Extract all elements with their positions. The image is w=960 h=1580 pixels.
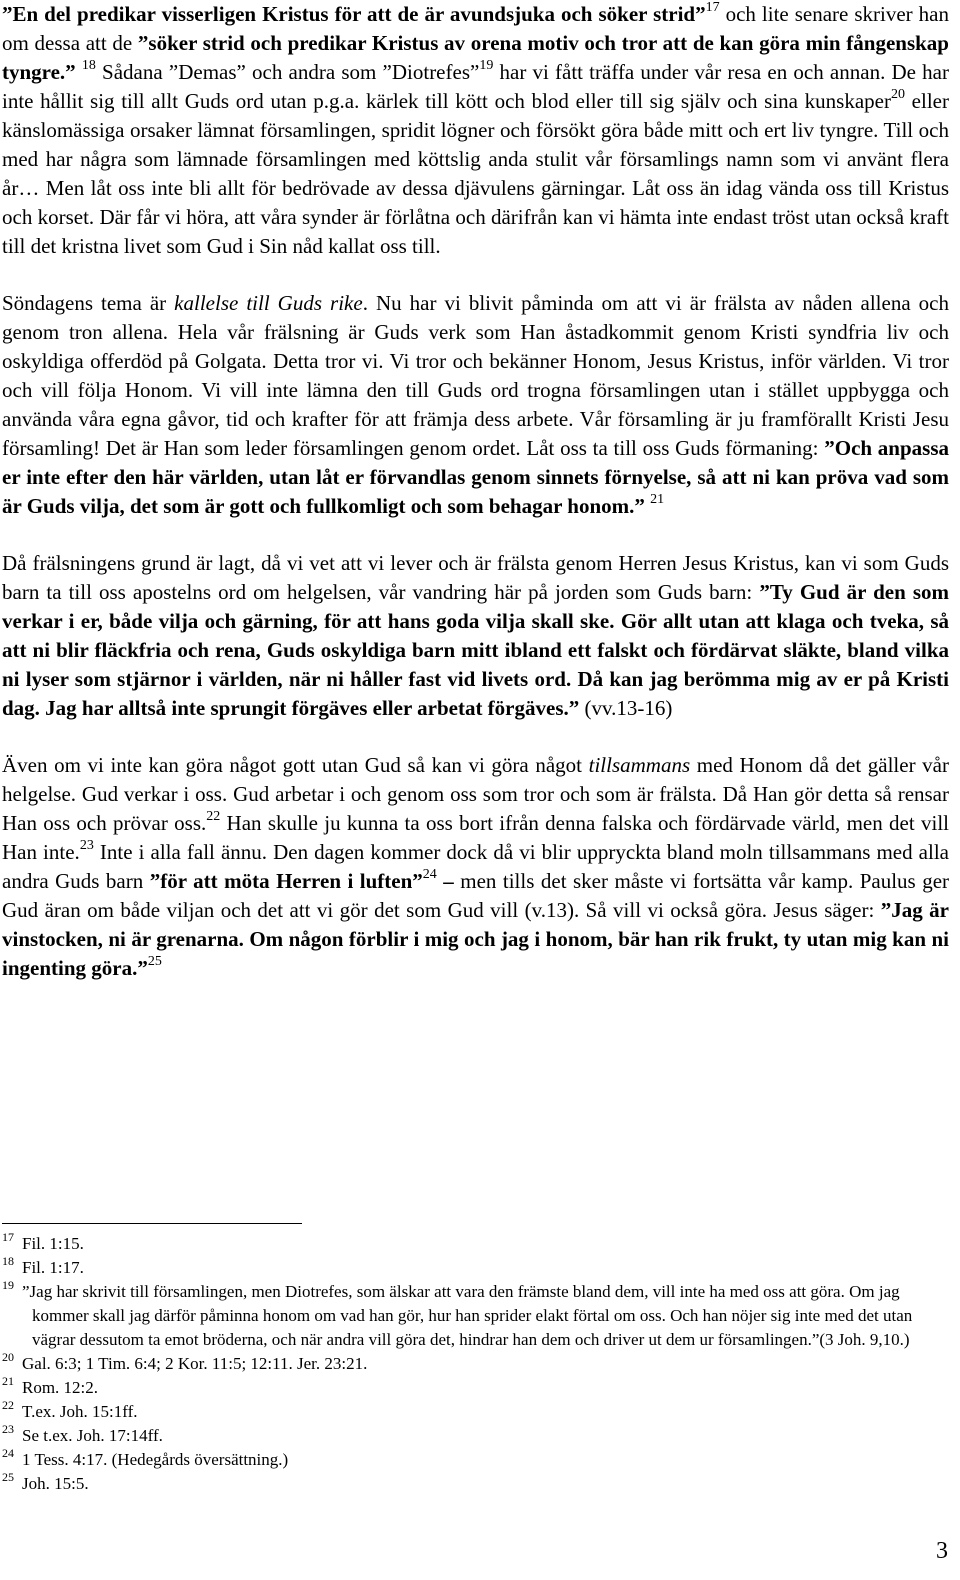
footnote: [2, 1256, 949, 1280]
text-run: Söndagens tema är: [2, 291, 175, 315]
text-run: Sådana ”Demas” och andra som ”Diotrefes”: [95, 60, 480, 84]
bold-quote: ”söker strid och predikar Kristus av orena motiv och tror att de kan göra min fångenskap tyngre.”: [2, 31, 949, 84]
bold-quote: ”för att möta Herren i luften”: [149, 869, 423, 893]
text-run: . Nu har vi blivit påminda om att vi är frälsta av nåden allena och genom tron allena. Hela vår frälsning är Guds verk som Han åstadkommit genom Kristi syndfria liv och oskyldiga offerdöd på Golgata. Detta tror vi. Vi tror och bekänner Honom, Jesus Kristus, inför världen. Vi tror och vill följa Honom. Vi vill inte lämna den till Guds ord trogna församlingen utan i stället uppbygga och använda våra egna gåvor, tid och krafter för att främja dess arbete. Vår församling är ju framförallt Kristi Jesu församling! Det är Han som leder församlingen genom ordet. Låt oss ta till oss Guds förmaning:: [2, 291, 949, 460]
text-run: Inte i alla fall ännu. Den dagen kommer dock då vi blir uppryckta bland moln tillsammans med alla andra Guds barn: [2, 840, 949, 893]
footnote-number: 18: [2, 1254, 14, 1268]
bold-quote: –: [443, 869, 454, 893]
footnote-text: ”Jag har skrivit till församlingen, men Diotrefes, som älskar att vara den främste bland dem, vill inte ha med oss att göra. Om jag kommer skall jag därför påminna honom om vad han gör, hur han sprider elakt förtal om oss. Och han nöjer sig inte med det utan vägrar dessutom ta emot bröderna, och när andra vill göra det, hindrar han dem och driver ut dem ur församlingen.”(3 Joh. 9,10.): [22, 1282, 913, 1349]
footnote: [2, 1472, 949, 1496]
italic-text: kallelse till Guds rike: [174, 291, 363, 315]
text-run: eller känslomässiga orsaker lämnat församlingen, spridit lögner och försökt göra både mitt och ert liv tyngre. Till och med har några som lämnade församlingen med köttslig anda stulit vår församlings namn som vi använt flera år… Men låt oss inte bli allt för bedrövade av dessa djävulens gärningar. Låt oss än idag vända oss till Kristus och korset. Där får vi höra, att våra synder är förlåtna och därifrån kan vi hämta inte endast tröst utan också kraft till det kristna livet som Gud i Sin nåd kallat oss till.: [2, 89, 949, 258]
footnote-number: 21: [2, 1374, 14, 1388]
bold-quote: ”Ty Gud är den som verkar i er, både vilja och gärning, för att hans goda vilja skall ske. Gör allt utan att klaga och tveka, så att ni blir fläckfria och rena, Guds oskyldiga barn mitt ibland ett falskt och fördärvat släkte, bland vilka ni lyser som stjärnor i världen, när ni håller fast vid livets ord. Då kan jag berömma mig av er på Kristi dag. Jag har alltså inte sprungit förgäves eller arbetat förgäves.”: [2, 580, 949, 720]
footnote-number: 17: [2, 1230, 14, 1244]
footnote-number: 20: [2, 1350, 14, 1364]
text-run: Han skulle ju kunna ta oss bort ifrån denna falska och fördärvade värld, men det vill Han inte.: [2, 811, 950, 864]
footnotes: [2, 1232, 949, 1496]
text-run: men tills det sker måste vi fortsätta vår kamp. Paulus ger Gud äran om både viljan och det att vi gör det som Gud vill (v.13). Så vill vi också göra. Jesus säger:: [2, 869, 950, 922]
footnote-text: T.ex. Joh. 15:1ff.: [22, 1402, 138, 1421]
italic-text: tillsammans: [588, 753, 691, 777]
footnote-number: 23: [2, 1422, 14, 1436]
text-run: med Honom då det gäller vår helgelse. Gud verkar i oss. Gud arbetar i och genom oss som tror och som är frälsta. Då Han gör detta så rensar Han oss och prövar oss.: [2, 753, 949, 835]
footnote-text: Fil. 1:17.: [22, 1258, 84, 1277]
footnote-text: 1 Tess. 4:17. (Hedegårds översättning.): [22, 1450, 289, 1469]
footnote-separator: [2, 1223, 302, 1224]
footnote-text: Gal. 6:3; 1 Tim. 6:4; 2 Kor. 11:5; 12:11. Jer. 23:21.: [22, 1354, 368, 1373]
footnote: [2, 1352, 949, 1376]
footnote: [2, 1280, 949, 1352]
footnote-reference: 19: [479, 58, 494, 73]
paragraph: [2, 0, 949, 261]
footnote-text: Se t.ex. Joh. 17:14ff.: [22, 1426, 163, 1445]
footnote-reference: 18: [81, 58, 96, 73]
text-run: Även om vi inte kan göra något gott utan Gud så kan vi göra något: [2, 753, 589, 777]
footnote-text: Joh. 15:5.: [22, 1474, 89, 1493]
footnote-text: Rom. 12:2.: [22, 1378, 99, 1397]
footnote-number: 22: [2, 1398, 14, 1412]
paragraph: [2, 289, 949, 521]
text-run: har vi fått träffa under vår resa en och annan. De har inte hållit sig till allt Guds ord utan p.g.a. kärlek till kött och blod eller till sig själv och sina kunskaper: [2, 60, 949, 113]
text-run: [76, 60, 82, 84]
text-run: Då frälsningens grund är lagt, då vi vet att vi lever och är frälsta genom Herren Jesus Kristus, kan vi som Guds barn ta till oss apostelns ord om helgelsen, vår vandring här på jorden som Guds barn:: [2, 551, 949, 604]
footnote-text: Fil. 1:15.: [22, 1234, 84, 1253]
footnote-reference: 20: [891, 87, 905, 102]
footnote-reference: 24: [422, 867, 437, 882]
text-run: (vv.13-16): [579, 696, 673, 720]
footnote-reference: 25: [147, 954, 162, 969]
footnote-reference: 23: [79, 838, 94, 853]
bold-quote: ”Jag är vinstocken, ni är grenarna. Om någon förblir i mig och jag i honom, bär han rik frukt, ty utan mig kan ni ingenting göra.”: [2, 898, 949, 980]
paragraph: [2, 751, 949, 983]
body-text: [2, 0, 949, 983]
page-number: 3: [936, 1538, 948, 1564]
bold-quote: ”En del predikar visserligen Kristus för att de är avundsjuka och söker strid”: [2, 2, 706, 26]
footnote: [2, 1424, 949, 1448]
footnote: [2, 1232, 949, 1256]
paragraph: [2, 549, 949, 723]
footnote: [2, 1400, 949, 1424]
footnote: [2, 1376, 949, 1400]
footnote-number: 25: [2, 1470, 14, 1484]
bold-quote: ”Och anpassa er inte efter den här världen, utan låt er förvandlas genom sinnets förnyelse, så att ni kan pröva vad som är Guds vilja, det som är gott och fullkomligt och som behagar honom.”: [2, 436, 949, 518]
text-run: och lite senare skriver han om dessa att de: [2, 2, 949, 55]
footnote-reference: 21: [650, 492, 665, 507]
footnote-reference: 22: [206, 809, 221, 824]
footnote-number: 24: [2, 1446, 14, 1460]
footnote-reference: 17: [705, 0, 720, 15]
footnote-number: 19: [2, 1278, 14, 1292]
footnote: [2, 1448, 949, 1472]
